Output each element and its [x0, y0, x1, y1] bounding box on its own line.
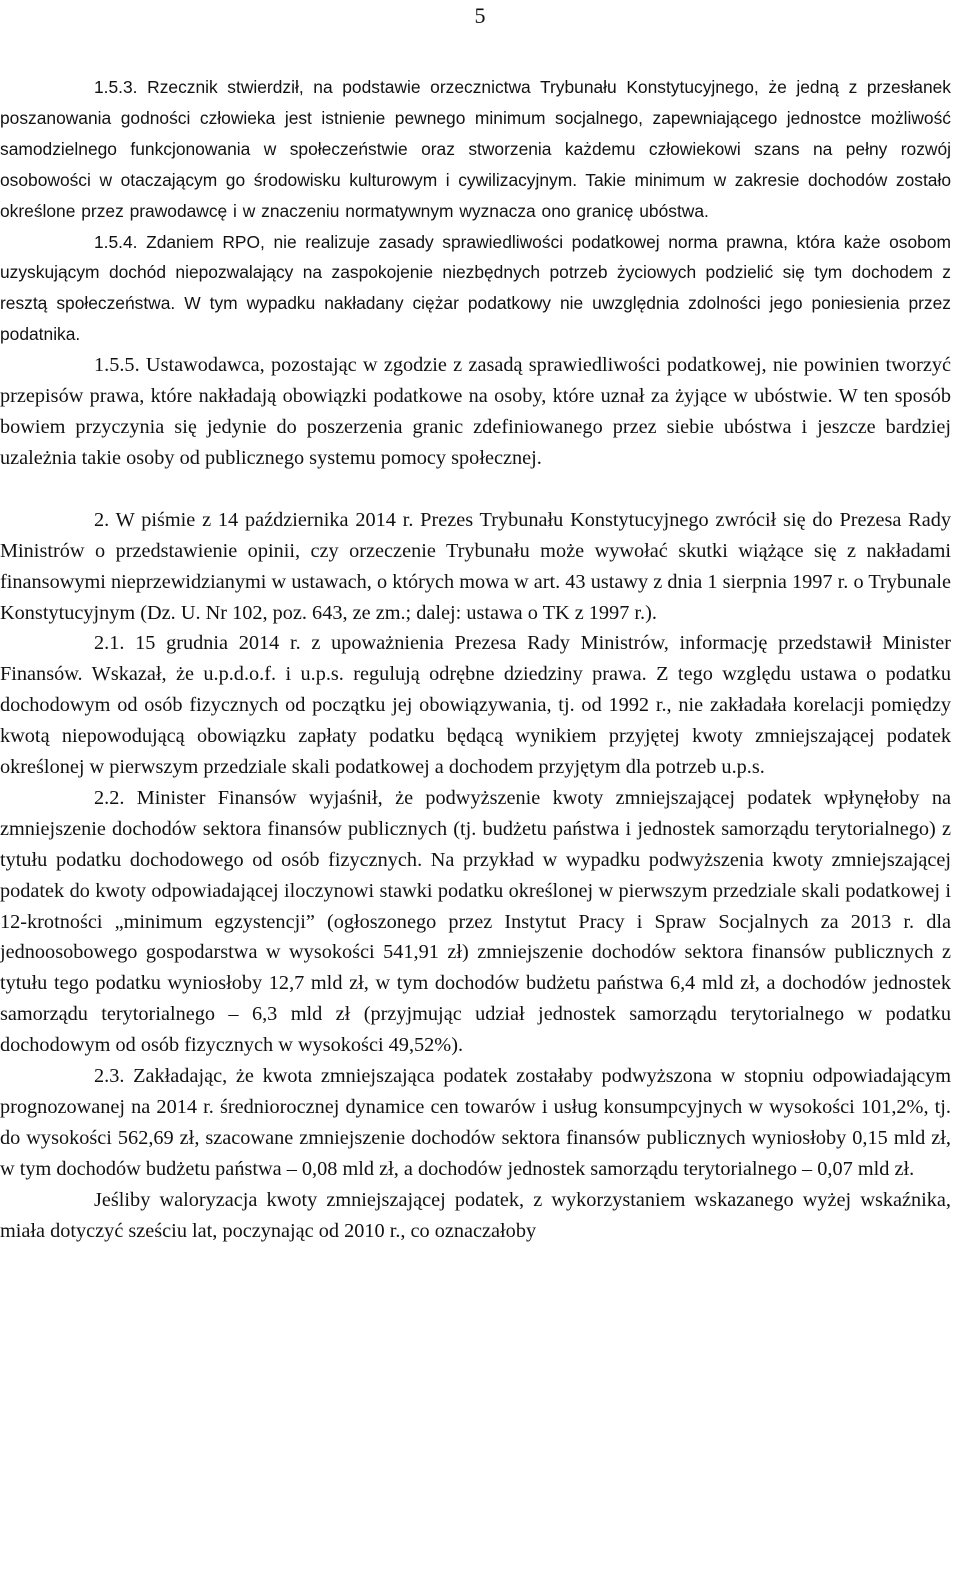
page-number: 5: [474, 3, 486, 28]
paragraph-2: 2. W piśmie z 14 października 2014 r. Prezes Trybunału Konstytucyjnego zwrócił się do Prezesa Rady Ministrów o przedstawienie opinii, czy orzeczenie Trybunału może wywołać skutki wiążące się z nakładami finansowymi nieprzewidzianymi w ustawach, o których mowa w art. 43 ustawy z dnia 1 sierpnia 1997 r. o Trybunale Konstytucyjnym (Dz. U. Nr 102, poz. 643, ze zm.; dalej: ustawa o TK z 1997 r.).: [0, 508, 951, 624]
paragraph-waloryzacja: Jeśliby waloryzacja kwoty zmniejszającej podatek, z wykorzystaniem wskazanego wyżej wskaźnika, miała dotyczyć sześciu lat, poczynając od 2010 r., co oznaczałoby: [0, 1188, 951, 1242]
paragraph-2-3: 2.3. Zakładając, że kwota zmniejszająca podatek zostałaby podwyższona w stopniu odpowiadającym prognozowanej na 2014 r. średniorocznej dynamice cen towarów i usług konsumpcyjnych w wysokości 101,2%, tj. do wysokości 562,69 zł, szacowane zmniejszenie dochodów sektora finansów publicznych wyniosłoby 0,15 mld zł, w tym dochodów budżetu państwa – 0,08 mld zł, a dochodów jednostek samorządu terytorialnego – 0,07 mld zł.: [0, 1065, 951, 1180]
paragraph-2-2: 2.2. Minister Finansów wyjaśnił, że podwyższenie kwoty zmniejszającej podatek wpłynęłoby na zmniejszenie dochodów sektora finansów publicznych (tj. budżetu państwa i jednostek samorządu terytorialnego) z tytułu podatku dochodowego od osób fizycznych. Na przykład w wypadku podwyższenia kwoty zmniejszającej podatek do kwoty odpowiadającej iloczynowi stawki podatku określonej w pierwszym przedziale skali podatkowej i 12-krotności „minimum egzystencji” (ogłoszonego przez Instytut Pracy i Spraw Socjalnych za 2013 r. dla jednoosobowego gospodarstwa w wysokości 541,91 zł) zmniejszenie dochodów sektora finansów publicznych z tytułu tego podatku wyniosłoby 12,7 mld zł, w tym dochodów budżetu państwa 6,4 mld zł, a dochodów jednostek samorządu terytorialnego – 6,3 mld zł (przyjmując udział jednostek samorządu terytorialnego w podatku dochodowym od osób fizycznych w wysokości 49,52%).: [0, 786, 951, 1057]
paragraph-1-5-4: 1.5.4. Zdaniem RPO, nie realizuje zasady sprawiedliwości podatkowej norma prawna, która każe osobom uzyskującym dochód niepozwalający na zaspokojenie niezbędnych potrzeb życiowych podzielić się tym dochodem z resztą społeczeństwa. W tym wypadku nakładany ciężar podatkowy nie uwzględnia zdolności jego poniesienia przez podatnika.: [0, 231, 951, 345]
paragraph-1-5-5: 1.5.5. Ustawodawca, pozostając w zgodzie z zasadą sprawiedliwości podatkowej, nie powinien tworzyć przepisów prawa, które nakładają obowiązki podatkowe na osoby, które uznał za żyjące w ubóstwie. W ten sposób bowiem przyczynia się jedynie do poszerzenia granic zdefiniowanego przez siebie ubóstwa i jeszcze bardziej uzależnia takie osoby od publicznego systemu pomocy społecznej.: [0, 354, 951, 469]
paragraph-2-1: 2.1. 15 grudnia 2014 r. z upoważnienia Prezesa Rady Ministrów, informację przedstawił Minister Finansów. Wskazał, że u.p.d.o.f. i u.p.s. regulują odrębne dziedziny prawa. Z tego względu ustawa o podatku dochodowym od osób fizycznych od początku jej obowiązywania, tj. od 1992 r., nie zakładała korelacji pomiędzy kwotą niepowodującą obowiązku zapłaty podatku będącą wynikiem przyjętej kwoty zmniejszającej podatek określonej w pierwszym przedziale skali podatkowej a dochodem przyjętym dla potrzeb u.p.s.: [0, 632, 951, 779]
document-body: [0, 72, 951, 1247]
paragraph-1-5-3: 1.5.3. Rzecznik stwierdził, na podstawie orzecznictwa Trybunału Konstytucyjnego, że jedną z przesłanek poszanowania godności człowieka jest istnienie pewnego minimum socjalnego, zapewniającego jednostce możliwość samodzielnego funkcjonowania w społeczeństwie oraz stworzenia każdemu człowiekowi szans na pełny rozwój osobowości w otaczającym go środowisku kulturowym i cywilizacyjnym. Takie minimum w zakresie dochodów zostało określone przez prawodawcę i w znaczeniu normatywnym wyznacza ono granicę ubóstwa.: [0, 77, 951, 221]
